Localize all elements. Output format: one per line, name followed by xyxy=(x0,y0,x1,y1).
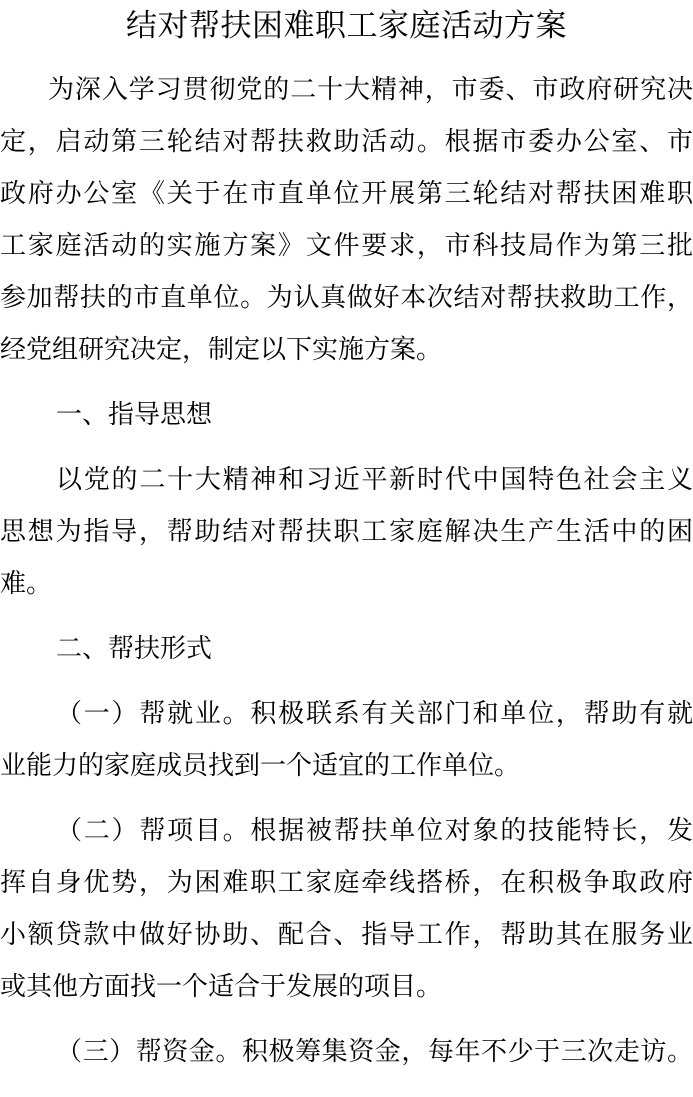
funding-paragraph xyxy=(0,1026,693,1078)
text-line: （一）帮就业。积极联系有关部门和单位，帮助有就 xyxy=(56,699,693,729)
text-line: 工家庭活动的实施方案》文件要求，市科技局作为第三批 xyxy=(0,231,693,261)
intro-paragraph xyxy=(0,64,693,376)
section-heading-assistance-forms xyxy=(0,623,693,675)
section-heading-guiding-ideology xyxy=(0,389,693,441)
guiding-ideology-paragraph xyxy=(0,454,693,610)
text-line: 定，启动第三轮结对帮扶救助活动。根据市委办公室、市 xyxy=(0,127,693,157)
text-line: （二）帮项目。根据被帮扶单位对象的技能特长，发 xyxy=(56,816,693,846)
text-line: （三）帮资金。积极筹集资金，每年不少于三次走访。 xyxy=(56,1037,693,1067)
text-line: 小额贷款中做好协助、配合、指导工作，帮助其在服务业 xyxy=(0,920,693,950)
text-line: 以党的二十大精神和习近平新时代中国特色社会主义 xyxy=(56,465,693,495)
employment-paragraph xyxy=(0,688,693,792)
text-line: 业能力的家庭成员找到一个适宜的工作单位。 xyxy=(0,751,521,781)
text-line: 参加帮扶的市直单位。为认真做好本次结对帮扶救助工作， xyxy=(0,283,693,313)
text-line: 政府办公室《关于在市直单位开展第三轮结对帮扶困难职 xyxy=(0,179,693,209)
heading-line: 一、指导思想 xyxy=(56,400,213,430)
text-line: 难。 xyxy=(0,569,53,599)
text-line: 挥自身优势，为困难职工家庭牵线搭桥，在积极争取政府 xyxy=(0,868,693,898)
heading-line: 二、帮扶形式 xyxy=(56,634,213,664)
text-line: 思想为指导，帮助结对帮扶职工家庭解决生产生活中的困 xyxy=(0,517,693,547)
text-line: 经党组研究决定，制定以下实施方案。 xyxy=(0,335,443,365)
project-paragraph xyxy=(0,805,693,1013)
text-line: 为深入学习贯彻党的二十大精神，市委、市政府研究决 xyxy=(48,75,693,105)
document-title: 结对帮扶困难职工家庭活动方案 xyxy=(126,8,567,44)
text-line: 或其他方面找一个适合于发展的项目。 xyxy=(0,972,443,1002)
